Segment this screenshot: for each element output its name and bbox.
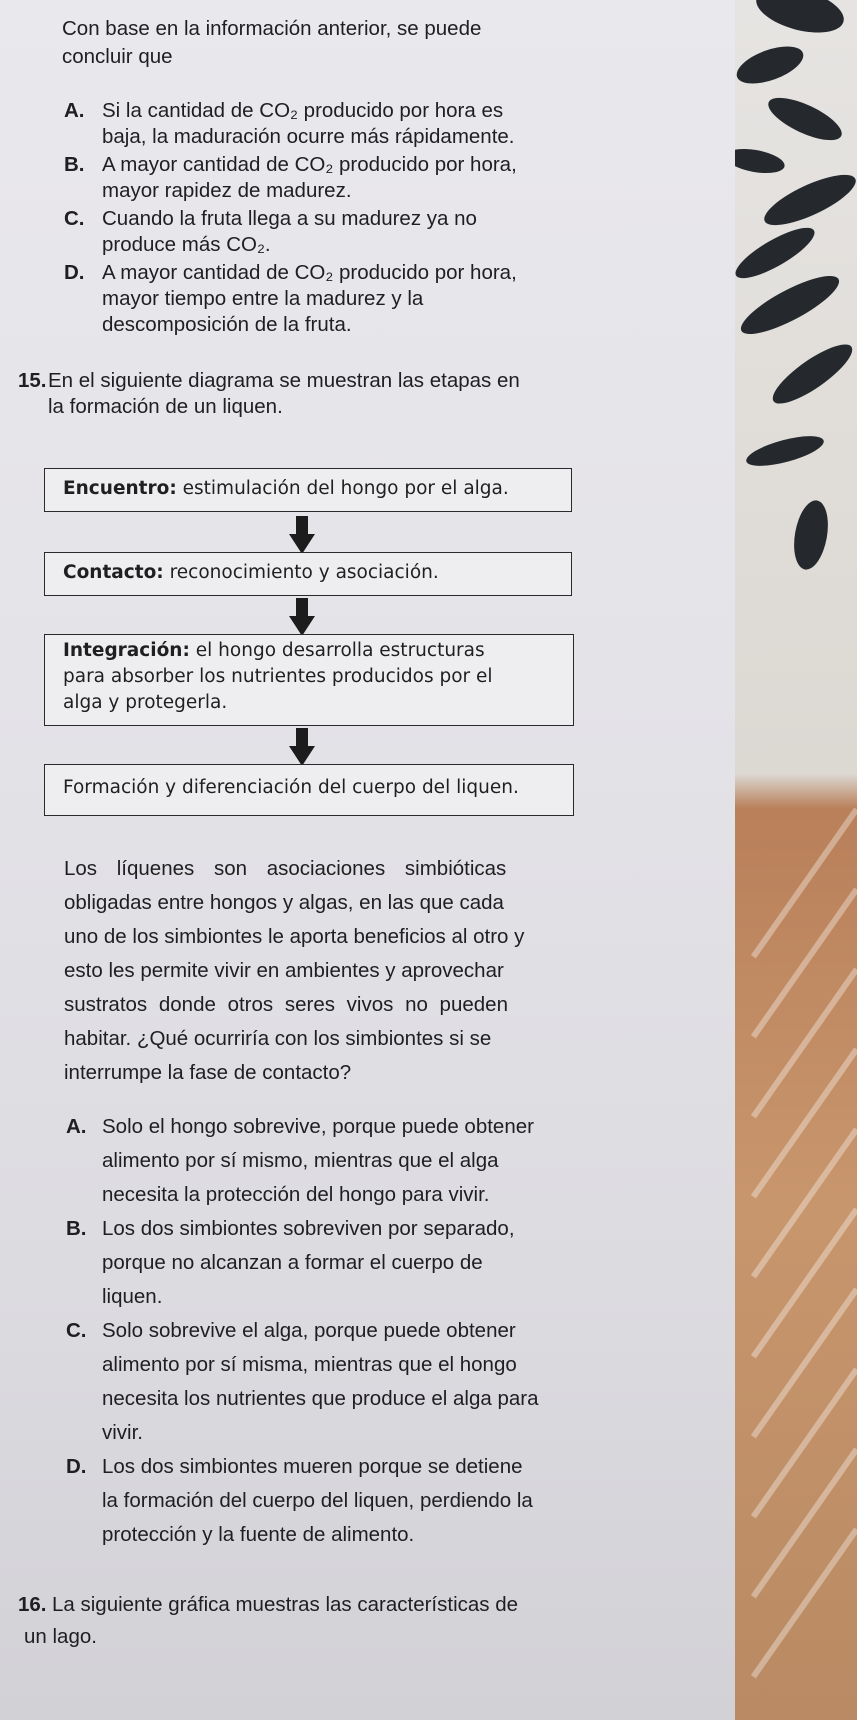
q15-option-d-line-3: protección y la fuente de alimento. [102, 1523, 415, 1546]
q15-option-c-line-3: necesita los nutrientes que produce el alga para [102, 1387, 539, 1410]
q14-option-a-line-1: Si la cantidad de CO₂ producido por hora es [102, 99, 504, 122]
q14-option-c-line-1: Cuando la fruta llega a su madurez ya no [102, 207, 477, 230]
q14-option-a-line-2: baja, la maduración ocurre más rápidamente. [102, 125, 515, 148]
q14-option-b-line-1: A mayor cantidad de CO₂ producido por hora, [102, 153, 517, 176]
q15-paragraph-line-4: esto les permite vivir en ambientes y aprovechar [64, 959, 504, 982]
diagram-box-encuentro [44, 468, 572, 512]
q15-option-c-letter: C. [66, 1319, 87, 1342]
diagram-box-integracion-text-2: para absorber los nutrientes producidos por el [63, 666, 493, 687]
diagram-box-encuentro-text: estimulación del hongo por el alga. [182, 478, 509, 499]
q15-paragraph-line-3: uno de los simbiontes le aporta beneficios al otro y [64, 925, 525, 948]
q14-option-c-line-2: produce más CO₂. [102, 233, 271, 256]
down-arrow-icon [289, 516, 315, 554]
diagram-box-contacto-text: reconocimiento y asociación. [169, 562, 439, 583]
q15-option-a-line-1: Solo el hongo sobrevive, porque puede obtener [102, 1115, 534, 1138]
q15-option-d-line-2: la formación del cuerpo del liquen, perdiendo la [102, 1489, 533, 1512]
background-fabric [735, 0, 857, 1720]
q14-option-d-line-3: descomposición de la fruta. [102, 313, 352, 336]
q15-paragraph-line-7: interrumpe la fase de contacto? [64, 1061, 352, 1084]
q14-option-a-letter: A. [64, 99, 85, 122]
q15-option-b-line-1: Los dos simbiontes sobreviven por separado, [102, 1217, 515, 1240]
diagram-box-encuentro-title: Encuentro: [63, 478, 177, 499]
q15-option-d-line-1: Los dos simbiontes mueren porque se detiene [102, 1455, 523, 1478]
q15-option-b-line-3: liquen. [102, 1285, 163, 1308]
diagram-box-contacto [44, 552, 572, 596]
q15-prompt-line-2: la formación de un liquen. [48, 395, 283, 418]
q15-option-b-line-2: porque no alcanzan a formar el cuerpo de [102, 1251, 483, 1274]
q15-paragraph-line-2: obligadas entre hongos y algas, en las que cada [64, 891, 504, 914]
q16-number: 16. [18, 1593, 47, 1616]
q14-option-c-letter: C. [64, 207, 85, 230]
q15-option-c-line-2: alimento por sí misma, mientras que el hongo [102, 1353, 517, 1376]
q15-paragraph-line-5: sustratos donde otros seres vivos no pueden [64, 993, 508, 1016]
q15-option-a-letter: A. [66, 1115, 87, 1138]
q15-option-a-line-3: necesita la protección del hongo para vivir. [102, 1183, 490, 1206]
down-arrow-icon [289, 598, 315, 636]
down-arrow-icon [289, 728, 315, 766]
q14-option-d-letter: D. [64, 261, 85, 284]
q14-option-d-line-2: mayor tiempo entre la madurez y la [102, 287, 424, 310]
diagram-box-formacion-text: Formación y diferenciación del cuerpo del liquen. [63, 777, 519, 798]
q15-number: 15. [18, 369, 47, 392]
q14-option-b-line-2: mayor rapidez de madurez. [102, 179, 352, 202]
diagram-box-formacion [44, 764, 574, 816]
q14-option-b-letter: B. [64, 153, 85, 176]
diagram-box-integracion [44, 634, 574, 726]
q15-option-b-letter: B. [66, 1217, 87, 1240]
q15-option-a-line-2: alimento por sí mismo, mientras que el alga [102, 1149, 499, 1172]
intro-line-1: Con base en la información anterior, se puede [62, 17, 482, 40]
q14-option-d-line-1: A mayor cantidad de CO₂ producido por hora, [102, 261, 517, 284]
q15-option-d-letter: D. [66, 1455, 87, 1478]
q15-paragraph-line-6: habitar. ¿Qué ocurriría con los simbiontes si se [64, 1027, 492, 1050]
q15-paragraph-line-1: Los líquenes son asociaciones simbióticas [64, 857, 507, 880]
q15-option-c-line-1: Solo sobrevive el alga, porque puede obtener [102, 1319, 516, 1342]
q15-option-c-line-4: vivir. [102, 1421, 143, 1444]
q16-prompt-line-2: un lago. [24, 1625, 97, 1648]
q16-prompt-line-1: La siguiente gráfica muestras las características de [52, 1593, 519, 1616]
diagram-box-integracion-title: Integración: [63, 640, 190, 661]
q15-prompt-line-1: En el siguiente diagrama se muestran las etapas en [48, 369, 520, 392]
diagram-box-integracion-text-1: el hongo desarrolla estructuras [195, 640, 485, 661]
intro-line-2: concluir que [62, 45, 173, 68]
diagram-box-integracion-text-3: alga y protegerla. [63, 692, 228, 713]
diagram-box-contacto-title: Contacto: [63, 562, 164, 583]
